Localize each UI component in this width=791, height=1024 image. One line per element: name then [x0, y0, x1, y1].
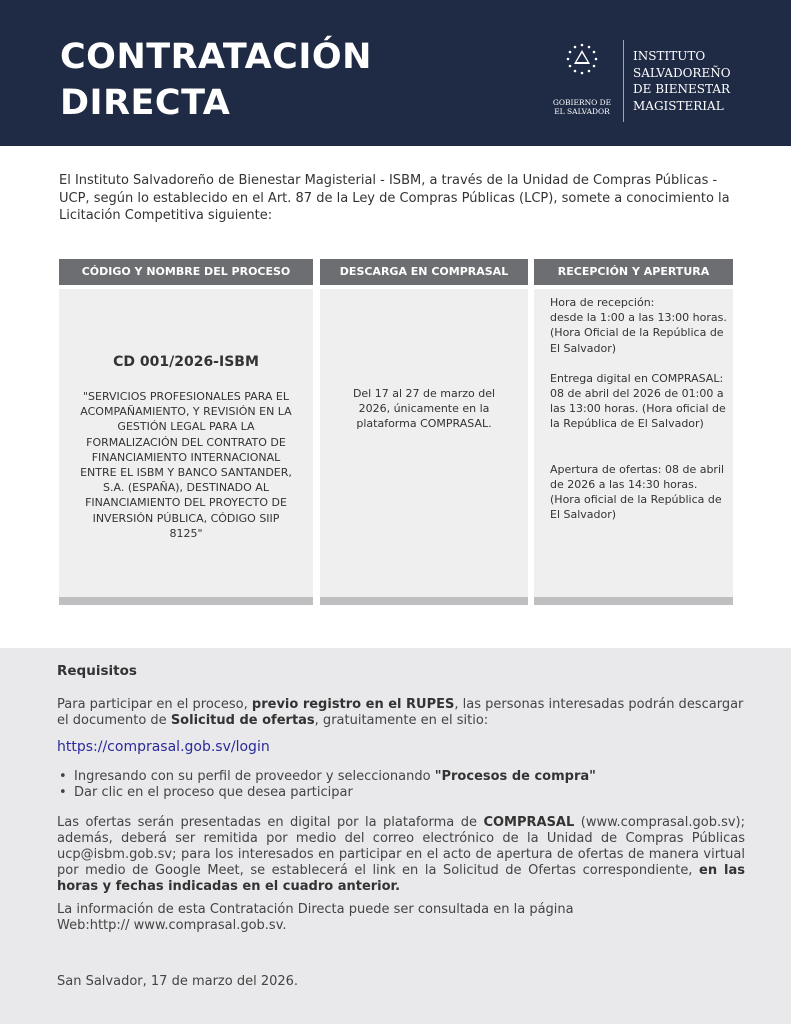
submission-paragraph [57, 815, 745, 895]
title-line-2: DIRECTA [60, 83, 231, 123]
requirements-title: Requisitos [57, 663, 137, 679]
comprasal-emphasis: COMPRASAL [483, 815, 575, 830]
gov-line-1: GOBIERNO DE [552, 98, 612, 107]
text-span: Las ofertas serán presentadas en digital por la plataforma de [57, 815, 484, 830]
header-download: DESCARGA EN COMPRASAL [320, 259, 528, 285]
instructions-list [57, 769, 745, 801]
process-code: CD 001/2026-ISBM [113, 354, 259, 370]
process-description: "SERVICIOS PROFESIONALES PARA EL ACOMPAÑAMIENTO, Y REVISIÓN EN LA GESTIÓN LEGAL PARA LA FORMALIZACIÓN DEL CONTRATO DE FINANCIAMIENTO INTERNACIONAL ENTRE EL ISBM Y BANCO SANTANDER, S.A. (ESPAÑA), DESTINADO AL FINANCIAMIENTO DEL PROYECTO DE INVERSIÓN PÚBLICA, CÓDIGO SIIP 8125" [80, 390, 292, 540]
comprasal-login-link[interactable]: https://comprasal.gob.sv/login [57, 739, 270, 755]
text-span: , las personas interesadas podrán descargar el documento de [57, 697, 744, 728]
rupes-emphasis: previo registro en el RUPES [251, 697, 455, 712]
reception-details [550, 295, 730, 522]
column-code-footer [59, 597, 313, 605]
government-logo [548, 42, 616, 116]
offer-opening: Apertura de ofertas: 08 de abril de 2026 a las 14:30 horas. (Hora oficial de la República de El Salvador) [550, 462, 725, 522]
hours-dates-emphasis: en las horas y fechas indicadas en el cuadro anterior. [57, 863, 745, 894]
coat-of-arms-icon [562, 42, 602, 94]
purchase-processes-emphasis: "Procesos de compra" [434, 769, 596, 784]
download-period: Del 17 al 27 de marzo del 2026, únicamente en la plataforma COMPRASAL. [352, 387, 496, 431]
institute-name [633, 48, 731, 114]
header-divider [623, 40, 624, 122]
text-span: , gratuitamente en el sitio: [314, 713, 489, 728]
institute-line-4: MAGISTERIAL [633, 98, 724, 113]
reception-hours: Hora de recepción: desde la 1:00 a las 13:00 horas. (Hora Oficial de la República de El Salvador) [550, 296, 727, 355]
info-paragraph [57, 902, 745, 934]
column-download-body [320, 289, 528, 597]
info-line-2: Web:http:// www.comprasal.gob.sv. [57, 918, 287, 933]
column-reception-footer [534, 597, 733, 605]
header-reception: RECEPCIÓN Y APERTURA [534, 259, 733, 285]
institute-line-1: INSTITUTO [633, 49, 706, 63]
digital-delivery: Entrega digital en COMPRASAL: 08 de abril del 2026 de 01:00 a las 13:00 horas. (Hora oficial de la República de El Salvador) [550, 371, 726, 431]
document-date: San Salvador, 17 de marzo del 2026. [57, 974, 299, 989]
offer-request-emphasis: Solicitud de ofertas [170, 713, 315, 728]
info-line-1: La información de esta Contratación Directa puede ser consultada en la página [57, 902, 574, 917]
page-title [60, 34, 372, 126]
list-item: • Dar clic en el proceso que desea participar [57, 785, 745, 801]
intro-paragraph: El Instituto Salvadoreño de Bienestar Magisterial - ISBM, a través de la Unidad de Compras Públicas - UCP, según lo establecido en el Art. 87 de la Ley de Compras Públicas (LCP), somete a conocimiento la Licitación Competitiva siguiente: [59, 173, 730, 223]
title-line-1: CONTRATACIÓN [60, 37, 372, 77]
institute-line-2: SALVADOREÑO [633, 65, 731, 80]
text-span: Ingresando con su perfil de proveedor y seleccionando [74, 769, 435, 784]
header-code-name: CÓDIGO Y NOMBRE DEL PROCESO [59, 259, 313, 285]
gov-line-2: EL SALVADOR [554, 107, 610, 116]
text-span: Para participar en el proceso, [57, 697, 252, 712]
requirements-paragraph [57, 697, 745, 729]
column-download-footer [320, 597, 528, 605]
institute-line-3: DE BIENESTAR [633, 82, 731, 96]
list-item [57, 769, 745, 785]
text-span: (www.comprasal.gob.sv); además, deberá ser remitida por medio del correo electrónico de la Unidad de Compras Públicas ucp@isbm.gob.sv; para los interesados en participar en el acto de apertura de ofertas de manera virtual por medio de Google Meet, se establecerá el link en la Solicitud de Ofertas correspondiente, [57, 815, 745, 878]
